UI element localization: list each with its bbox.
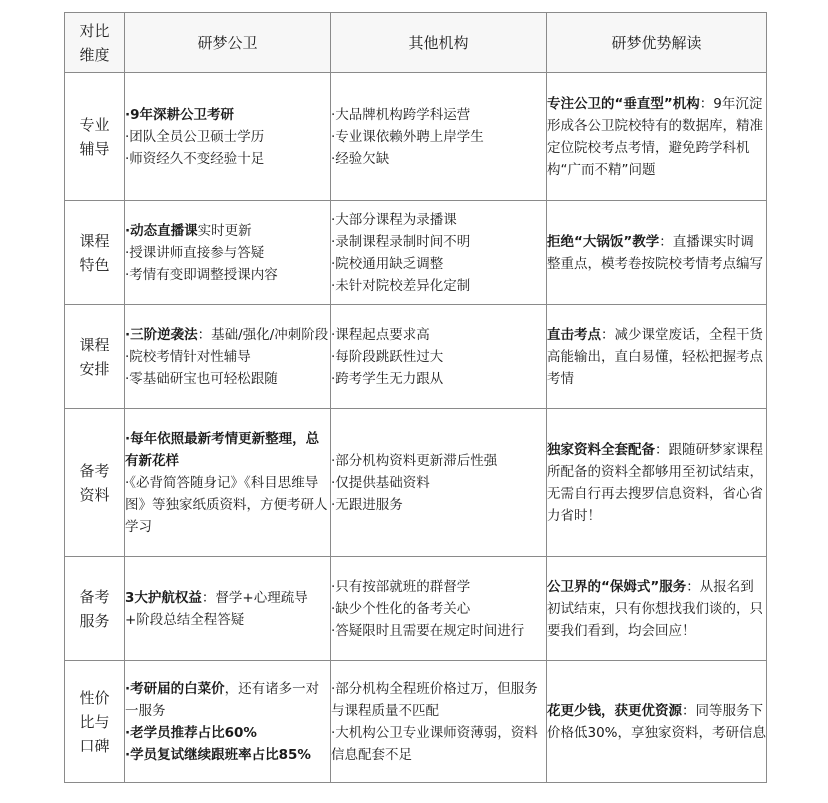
table-row xyxy=(65,201,767,305)
col1-bold: ·9年深耕公卫考研 xyxy=(125,106,235,123)
col2-line: ·只有按部就班的群督学 xyxy=(331,578,471,595)
col3-bold: 独家资料全套配备 xyxy=(547,441,655,458)
col1-line xyxy=(125,678,330,722)
col2-cell xyxy=(331,305,547,409)
comparison-table xyxy=(64,12,767,783)
col1-line xyxy=(125,346,330,368)
col1-line xyxy=(125,428,330,472)
header-col1: 研梦公卫 xyxy=(125,13,331,73)
col3-bold: 花更少钱，获更优资源 xyxy=(547,702,682,719)
col3-text: ：减少课堂废话，全程干货高能输出，直白易懂，轻松把握考点考情 xyxy=(547,326,763,387)
col1-cell xyxy=(125,73,331,201)
col2-line: ·跨考学生无力跟从 xyxy=(331,370,444,387)
col1-bold: ·老学员推荐占比60% xyxy=(125,724,257,741)
col2-line: ·院校通用缺乏调整 xyxy=(331,255,444,272)
col1-cell xyxy=(125,557,331,661)
col1-bold: ·考研届的白菜价 xyxy=(125,680,225,697)
col1-line xyxy=(125,220,330,242)
col2-line: ·大品牌机构跨学科运营 xyxy=(331,106,471,123)
col3-cell xyxy=(547,409,767,557)
col1-text: ·零基础研宝也可轻松跟随 xyxy=(125,370,278,387)
col3-bold: 直击考点 xyxy=(547,326,601,343)
col2-cell xyxy=(331,409,547,557)
col2-line: ·答疑限时且需要在规定时间进行 xyxy=(331,622,525,639)
col3-cell xyxy=(547,661,767,783)
col1-bold: ·动态直播课 xyxy=(125,222,198,239)
header-col2: 其他机构 xyxy=(331,13,547,73)
col1-bold: 3大护航权益 xyxy=(125,589,202,606)
col2-line: ·专业课依赖外聘上岸学生 xyxy=(331,128,484,145)
col3-cell xyxy=(547,73,767,201)
col2-line: ·部分机构资料更新滞后性强 xyxy=(331,452,498,469)
col2-line: ·课程起点要求高 xyxy=(331,326,430,343)
col3-bold: 公卫界的“保姆式”服务 xyxy=(547,578,687,595)
col2-line: ·部分机构全程班价格过万，但服务与课程质量不匹配 xyxy=(331,680,538,719)
col1-text: ，还有诸多一对一服务 xyxy=(125,680,320,719)
col3-text: ：从报名到初试结束，只有你想找我们谈的，只要我们看到，均会回应！ xyxy=(547,578,763,639)
col1-bold: ·每年依照最新考情更新整理，总有新花样 xyxy=(125,430,320,469)
table-row xyxy=(65,305,767,409)
col1-line xyxy=(125,368,330,390)
col1-cell xyxy=(125,409,331,557)
col1-line xyxy=(125,126,330,148)
col2-line: ·大部分课程为录播课 xyxy=(331,211,457,228)
col3-cell xyxy=(547,305,767,409)
col2-line: ·缺少个性化的备考关心 xyxy=(331,600,471,617)
col1-cell xyxy=(125,305,331,409)
col2-line: ·录制课程录制时间不明 xyxy=(331,233,471,250)
col1-line xyxy=(125,104,330,126)
col2-line: ·未针对院校差异化定制 xyxy=(331,277,471,294)
header-dimension-label: 对比维度 xyxy=(79,21,110,64)
row-dimension xyxy=(65,661,125,783)
col3-cell xyxy=(547,557,767,661)
row-dimension xyxy=(65,73,125,201)
col2-cell xyxy=(331,201,547,305)
header-row xyxy=(65,13,767,73)
header-col3: 研梦优势解读 xyxy=(547,13,767,73)
col1-text: ·团队全员公卫硕士学历 xyxy=(125,128,265,145)
table-row xyxy=(65,409,767,557)
col1-line xyxy=(125,587,330,631)
col2-line: ·每阶段跳跃性过大 xyxy=(331,348,444,365)
dimension-label: 课程安排 xyxy=(79,335,110,378)
table-row xyxy=(65,73,767,201)
col2-line: ·大机构公卫专业课师资薄弱，资料信息配套不足 xyxy=(331,724,538,763)
dimension-label: 性价比与口碑 xyxy=(79,688,110,755)
col1-text: ：基础/强化/冲刺阶段 xyxy=(197,326,329,343)
col1-line xyxy=(125,242,330,264)
col3-text: ：直播课实时调整重点，模考卷按院校考情考点编写 xyxy=(547,233,763,272)
col1-text: ·院校考情针对性辅导 xyxy=(125,348,251,365)
col3-text: ：跟随研梦家课程所配备的资料全都够用至初试结束，无需自行再去搜罗信息资料，省心省力省时！ xyxy=(547,441,763,524)
dimension-label: 备考服务 xyxy=(79,587,110,630)
col1-line xyxy=(125,472,330,538)
col1-text: ·师资经久不变经验十足 xyxy=(125,150,265,167)
col1-text: ·授课讲师直接参与答疑 xyxy=(125,244,265,261)
row-dimension xyxy=(65,201,125,305)
col1-line xyxy=(125,722,330,744)
col3-text: ：同等服务下价格低30%，享独家资料，考研信息 xyxy=(547,702,767,741)
row-dimension xyxy=(65,409,125,557)
col3-bold: 专注公卫的“垂直型”机构 xyxy=(547,95,700,112)
col1-text: 实时更新 xyxy=(197,222,252,239)
col1-line xyxy=(125,324,330,346)
col1-cell xyxy=(125,201,331,305)
col1-line xyxy=(125,264,330,286)
dimension-label: 课程特色 xyxy=(79,231,110,274)
col1-text: ·《必背简答随身记》《科目思维导图》等独家纸质资料，方便考研人学习 xyxy=(125,474,328,535)
col1-bold: ·学员复试继续跟班率占比85% xyxy=(125,746,311,763)
col1-text: ·考情有变即调整授课内容 xyxy=(125,266,278,283)
col3-bold: 拒绝“大锅饭”教学 xyxy=(547,233,660,250)
dimension-label: 专业辅导 xyxy=(79,115,110,158)
table-row xyxy=(65,661,767,783)
col2-cell xyxy=(331,73,547,201)
col3-cell xyxy=(547,201,767,305)
col2-cell xyxy=(331,557,547,661)
col1-line xyxy=(125,744,330,766)
col2-line: ·仅提供基础资料 xyxy=(331,474,430,491)
col2-cell xyxy=(331,661,547,783)
header-dimension xyxy=(65,13,125,73)
row-dimension xyxy=(65,305,125,409)
col1-bold: ·三阶逆袭法 xyxy=(125,326,198,343)
col2-line: ·无跟进服务 xyxy=(331,496,403,513)
col1-cell xyxy=(125,661,331,783)
col1-line xyxy=(125,148,330,170)
col2-line: ·经验欠缺 xyxy=(331,150,390,167)
table-row xyxy=(65,557,767,661)
row-dimension xyxy=(65,557,125,661)
col1-text: ：督学+心理疏导+阶段总结全程答疑 xyxy=(125,589,308,628)
col3-text: ：9年沉淀形成各公卫院校特有的数据库，精准定位院校考点考情，避免跨学科机构“广而不精”问题 xyxy=(547,95,763,178)
dimension-label: 备考资料 xyxy=(79,461,110,504)
